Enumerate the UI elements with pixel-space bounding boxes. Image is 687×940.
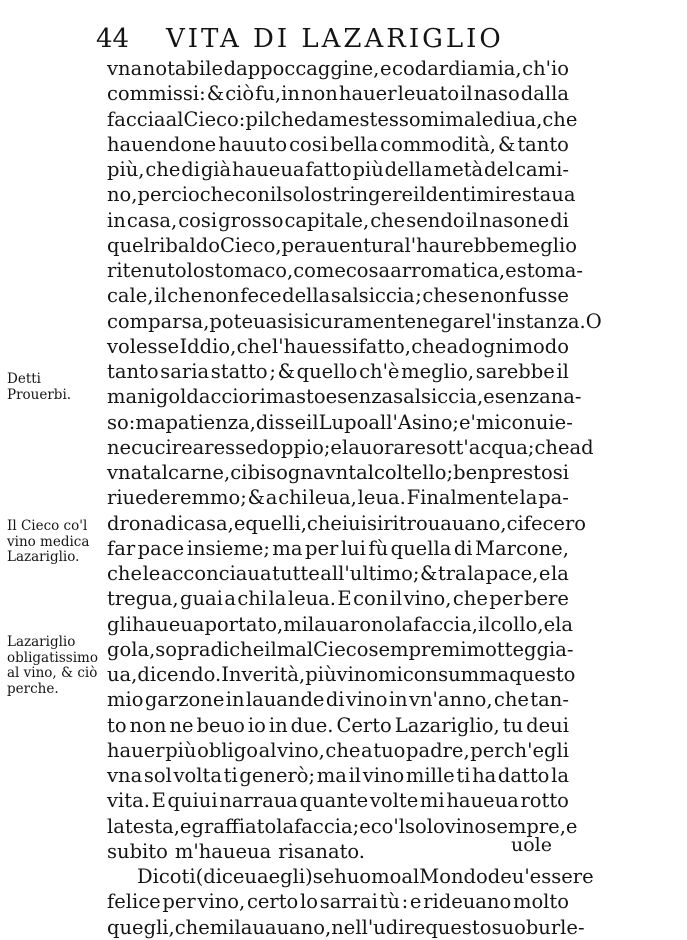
- text-line: vna sol volta ti generò; ma il vino mille ti ha datto la: [107, 764, 569, 787]
- text-line: Dicoti (diceua egli) se huomo al Mondo deu'essere: [137, 865, 594, 888]
- text-line: comparsa,poteuasi sicuramente negare l'instanza. O: [107, 309, 602, 333]
- text-line: ritenuto lo stomaco, come cosa arromatica, e stoma-: [107, 259, 583, 282]
- text-line: vna tal carne, ci bisogna vn tal coltello; ben presto si: [107, 461, 569, 484]
- text-line: gola, sopra di che il mal Cieco sempre mi motteggia-: [107, 637, 574, 661]
- text-line: cale, il che non fece della salsiccia ; che se non fusse: [107, 284, 569, 308]
- running-head: VITA DI LAZARIGLIO: [166, 24, 504, 54]
- marginal-note-line: Prouerbi.: [7, 386, 72, 403]
- text-line: manigoldaccio rimasto e senza salsiccia, e senza na-: [107, 385, 582, 409]
- text-line: che le acconciaua tutte all'ultimo; & tra la pace, e la: [107, 562, 569, 585]
- text-line: gli haueua portato, mi lauarono la faccia, il collo, e la: [107, 612, 573, 636]
- catchword: uole: [511, 834, 552, 856]
- text-line: tregua, guai a chi la leua. E con il vino, che per bere: [107, 587, 569, 611]
- text-line: felice per vino, certo lo sarrai tù : e rideuano molto: [107, 890, 569, 914]
- text-line: to non ne beuo io in due. Certo Lazariglio, tu deui: [107, 713, 569, 737]
- text-line: subito m'haueua risanato.: [107, 839, 366, 863]
- marginal-note: [7, 519, 89, 566]
- text-line: vita. E quiui narraua quante volte mi haueua rotto: [107, 789, 569, 813]
- text-line: riuederemmo; & a chi leua, leua. Finalmente la pa-: [107, 486, 569, 510]
- text-line: far pace insieme; ma per lui fù quella di Marcone,: [107, 536, 569, 560]
- text-line: commissi: & ciò fu,in non hauer leuato il naso dalla: [107, 82, 569, 106]
- text-line: ne cucire a resse doppio;e lauorare sott'acqua;che ad: [107, 435, 594, 459]
- text-line: quel ribaldo Cieco, perauentura l'haurebbe meglio: [107, 233, 577, 257]
- text-line: quegli, che mi lauauano, nell'udire questo suo burle-: [107, 915, 585, 939]
- text-line: in casa, cosi grosso capitale, che sendo il nasone di: [107, 208, 569, 232]
- text-line: faccia al Cieco:p il che da me stesso mi malediua,che: [107, 107, 578, 131]
- text-line: no, percioche con il solo stringere il denti mi restaua: [107, 183, 576, 207]
- text-line: la testa, e graffiato la faccia; e co'l solo vino sempre, e: [107, 814, 578, 838]
- marginal-note-line: Lazariglio: [7, 634, 76, 650]
- marginal-note-line: vino medica: [7, 533, 90, 550]
- text-line: mio garzone in lauande di vino in vn'anno, che tan-: [107, 688, 569, 712]
- text-line: tanto saria statto ; & quello ch'è meglio, sarebbe il: [107, 360, 569, 383]
- text-line: vna notabile dappoccaggine, e codardia mia, ch'io: [107, 57, 569, 80]
- marginal-note-line: Detti: [7, 371, 41, 387]
- page-header: [96, 22, 536, 56]
- marginal-note-line: obligatissimo: [7, 649, 98, 666]
- marginal-note-line: perche.: [7, 680, 59, 697]
- body-text: [107, 56, 602, 940]
- marginal-note: [7, 372, 71, 403]
- text-line: drona di casa, e quelli, che iui si ritrouauano, ci fecero: [107, 511, 587, 535]
- text-line: volesse Iddio, che l'hauessi fatto, che ad ogni modo: [107, 334, 569, 358]
- text-line: hauer più obligo al vino, che a tuo padre, perch'egli: [107, 738, 569, 762]
- marginal-note-line: Lazariglio.: [7, 549, 80, 565]
- page-number: 44: [96, 24, 130, 54]
- marginal-note-line: al vino, & ciò: [7, 665, 98, 681]
- text-line: ua, dicendo. In verità, più vino mi consumma questo: [107, 663, 576, 686]
- marginal-note: [7, 635, 98, 697]
- text-line: hauendone hauuto cosi bella commodità, & tanto: [107, 132, 569, 156]
- text-line: so: ma patienza, disse il Lupo all'Asino; e' mi conuie-: [107, 410, 573, 434]
- text-line: più, che di già haueua fatto più della metà del cami-: [107, 158, 569, 181]
- marginal-note-line: Il Cieco co'l: [7, 518, 88, 534]
